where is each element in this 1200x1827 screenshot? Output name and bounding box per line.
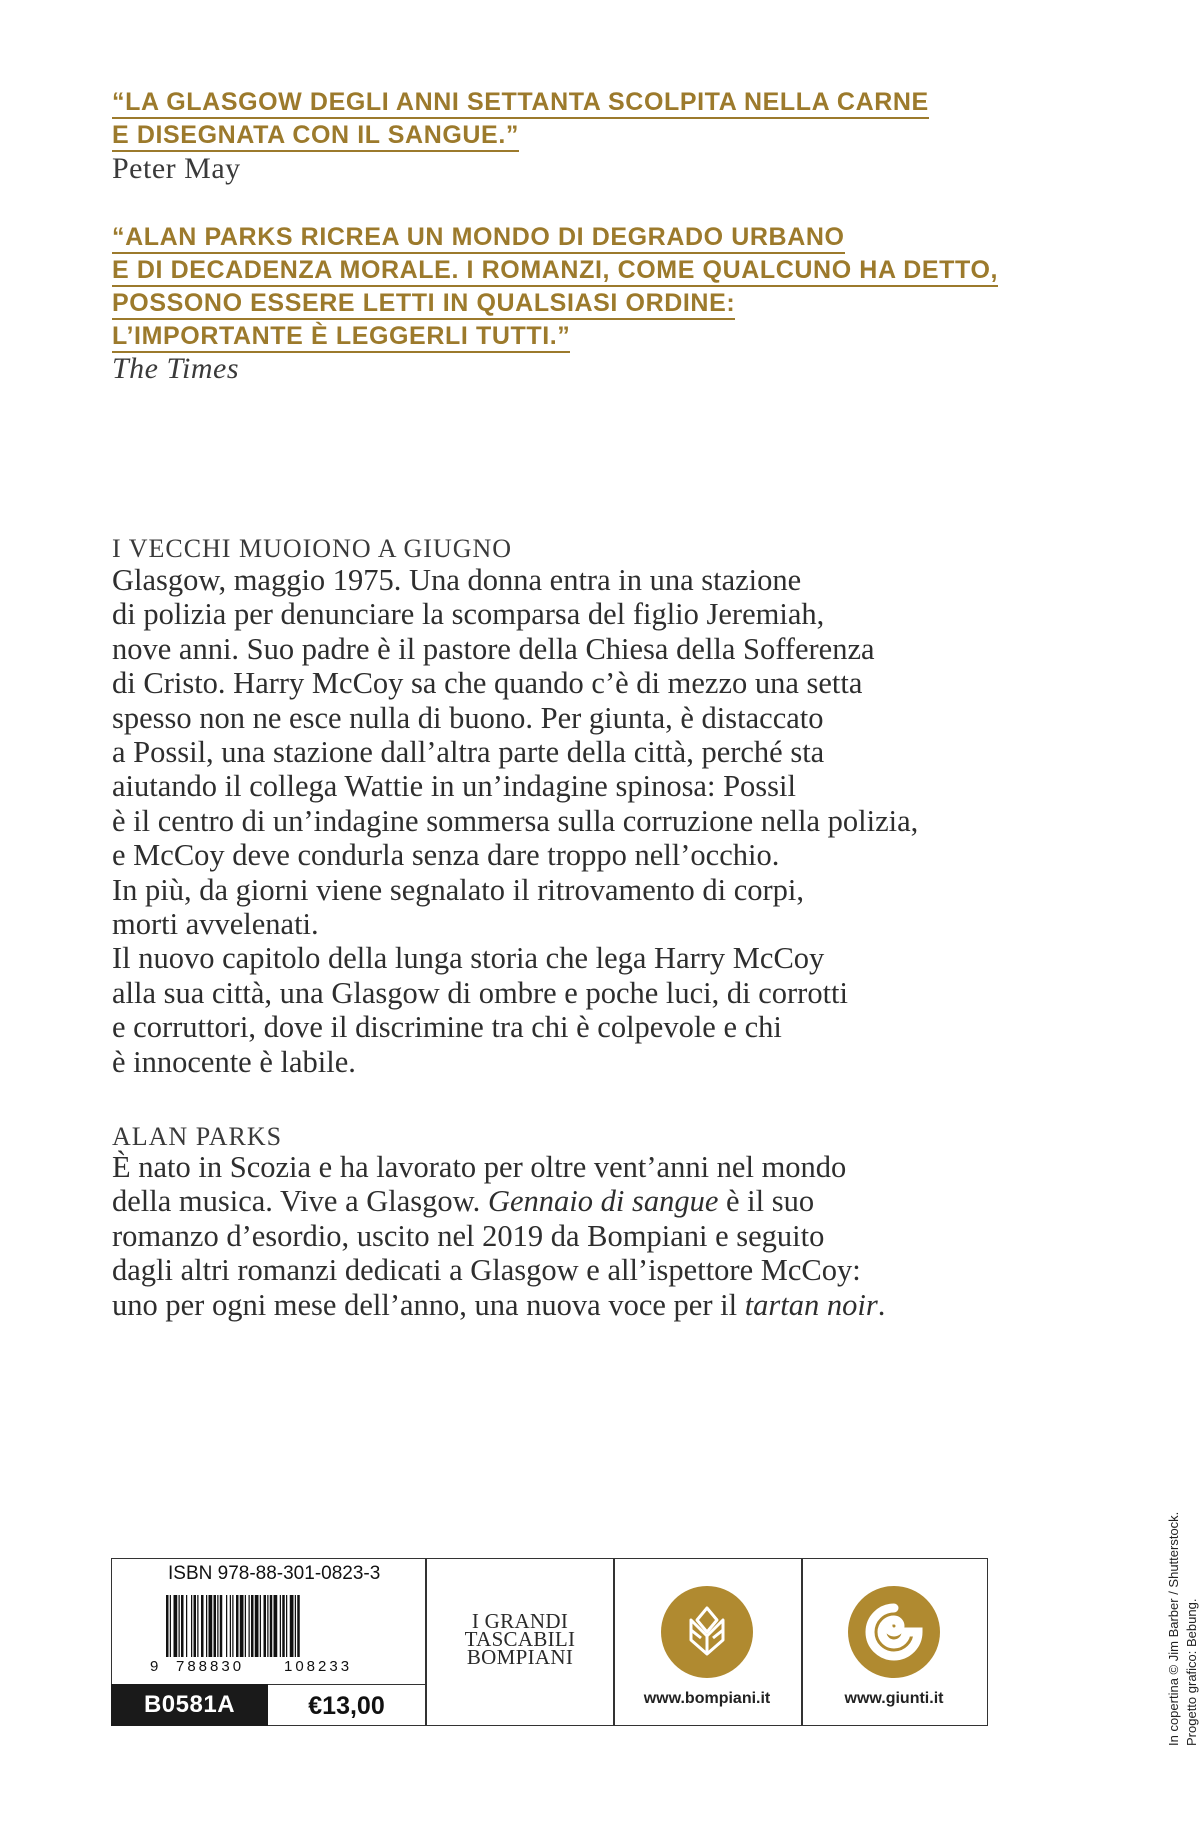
credit-line: In copertina © Jim Barber / Shutterstock.	[1166, 1511, 1181, 1746]
product-code: B0581A	[111, 1684, 268, 1726]
synopsis-text	[112, 563, 1012, 1079]
spiral-icon	[848, 1586, 940, 1678]
giunti-logo	[848, 1586, 940, 1678]
barcode	[166, 1595, 390, 1657]
barcode-digits: 788830	[176, 1658, 245, 1675]
series-line: TASCABILI	[464, 1627, 576, 1651]
synopsis-line: alla sua città, una Glasgow di ombre e poche luci, di corrotti	[112, 975, 849, 1010]
synopsis-line: è innocente è labile.	[112, 1044, 356, 1079]
quote-line: POSSONO ESSERE LETTI IN QUALSIASI ORDINE:	[112, 288, 735, 320]
genre-term: tartan noir	[744, 1287, 878, 1322]
giunti-website[interactable]: www.giunti.it	[844, 1690, 944, 1707]
synopsis-line: Glasgow, maggio 1975. Una donna entra in una stazione	[112, 563, 802, 597]
synopsis-line: è il centro di un’indagine sommersa sulla corruzione nella polizia,	[112, 803, 919, 838]
cover-credits	[1165, 1486, 1200, 1746]
quote-source: Peter May	[112, 152, 241, 185]
synopsis-line: spesso non ne esce nulla di buono. Per giunta, è distaccato	[112, 700, 824, 735]
bio-line: uno per ogni mese dell’anno, una nuova voce per il tartan noir.	[112, 1287, 886, 1322]
quote-line: “LA GLASGOW DEGLI ANNI SETTANTA SCOLPITA NELLA CARNE	[112, 87, 929, 119]
flower-icon	[661, 1586, 753, 1678]
quote-source: The Times	[112, 352, 240, 385]
isbn: ISBN 978-88-301-0823-3	[168, 1563, 381, 1584]
credit-line: Progetto grafico: Bebung.	[1184, 1598, 1199, 1746]
synopsis-line: di polizia per denunciare la scomparsa del figlio Jeremiah,	[112, 597, 825, 632]
bompiani-website[interactable]: www.bompiani.it	[643, 1690, 771, 1707]
bio-line: È nato in Scozia e ha lavorato per oltre vent’anni nel mondo	[112, 1150, 847, 1184]
series-logo	[427, 1609, 613, 1669]
barcode-digit: 9	[150, 1658, 159, 1675]
synopsis-line: In più, da giorni viene segnalato il ritrovamento di corpi,	[112, 872, 804, 907]
price: €13,00	[268, 1684, 425, 1726]
quote-line: E DISEGNATA CON IL SANGUE.”	[112, 120, 519, 152]
book-title: Gennaio di sangue	[487, 1184, 719, 1219]
quote-line: “ALAN PARKS RICREA UN MONDO DI DEGRADO URBANO	[112, 222, 845, 254]
bio-line: dagli altri romanzi dedicati a Glasgow e all’ispettore McCoy:	[112, 1253, 861, 1288]
synopsis-line: di Cristo. Harry McCoy sa che quando c’è di mezzo una setta	[112, 666, 863, 701]
synopsis-line: e corruttori, dove il discrimine tra chi è colpevole e chi	[112, 1010, 782, 1045]
series-line: I GRANDI	[471, 1609, 569, 1633]
synopsis-line: aiutando il collega Wattie in un’indagine spinosa: Possil	[112, 769, 796, 804]
synopsis-line: e McCoy deve condurla senza dare troppo nell’occhio.	[112, 838, 780, 873]
synopsis-line: nove anni. Suo padre è il pastore della Chiesa della Sofferenza	[112, 631, 875, 666]
quote-line: E DI DECADENZA MORALE. I ROMANZI, COME QUALCUNO HA DETTO,	[112, 255, 998, 287]
series-line: BOMPIANI	[466, 1645, 574, 1669]
author-heading: ALAN PARKS	[112, 1122, 283, 1151]
synopsis-line: a Possil, una stazione dall’altra parte della città, perché sta	[112, 735, 825, 770]
bio-line: romanzo d’esordio, uscito nel 2019 da Bompiani e seguito	[112, 1218, 825, 1253]
author-bio	[112, 1150, 1012, 1322]
quote-line: L’IMPORTANTE È LEGGERLI TUTTI.”	[112, 321, 570, 353]
barcode-digits: 108233	[284, 1658, 353, 1675]
bio-line: della musica. Vive a Glasgow. Gennaio di sangue è il suo	[112, 1184, 815, 1219]
synopsis-line: Il nuovo capitolo della lunga storia che lega Harry McCoy	[112, 941, 825, 976]
synopsis-line: morti avvelenati.	[112, 907, 319, 942]
synopsis-heading: I VECCHI MUOIONO A GIUGNO	[112, 534, 513, 563]
bompiani-logo	[661, 1586, 753, 1678]
